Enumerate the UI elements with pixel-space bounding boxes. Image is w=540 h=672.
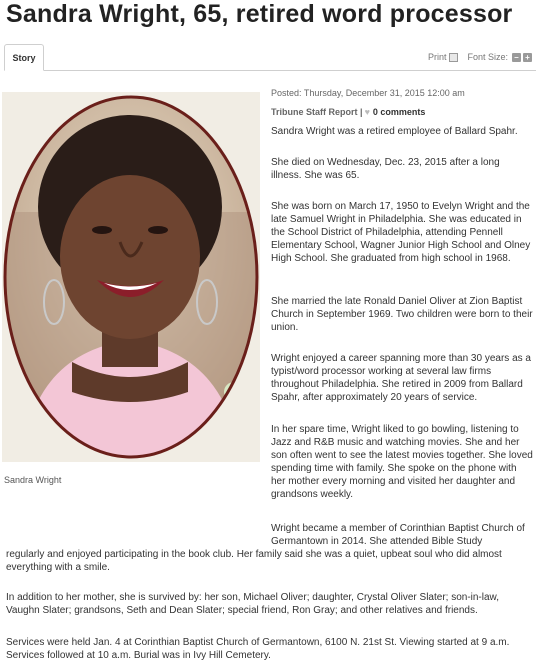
portrait-photo [2,92,260,462]
print-icon[interactable] [449,53,458,62]
article-paragraph: In her spare time, Wright liked to go bowling, listening to Jazz and R&B music and watching movies. She and her son often went to see the latest movies together. She loved spending time with family. She spoke on the phone with her mother every morning and visited her daughter and grandsons weekly. [271,424,533,500]
posted-date: Posted: Thursday, December 31, 2015 12:00 am [271,88,465,98]
byline-separator: | [360,107,363,117]
print-link[interactable]: Print [427,52,447,62]
comment-icon: ♥ [364,107,370,117]
article-paragraph: regularly and enjoyed participating in the book club. Her family said she was a quiet, upbeat soul who did almost everything with a smile. [6,549,502,573]
article-paragraph: Wright enjoyed a career spanning more than 30 years as a typist/word processor working at several law firms throughout Philadelphia. She retired in 2009 from Ballard Spahr, after approximately 20 years of service. [271,353,531,403]
article-paragraph: Wright became a member of Corinthian Baptist Church of Germantown in 2014. She attended Bible Study [271,523,525,547]
article-paragraph: She was born on March 17, 1950 to Evelyn Wright and the late Samuel Wright in Philadelphia. She was educated in the School District of Philadelphia, attending Pennell Elementary School, Wagner Junior High School and Olney High School. She graduated from high school in 1968. [271,201,531,264]
photo-caption: Sandra Wright [4,475,62,485]
comments-link[interactable]: 0 comments [372,107,426,117]
article-paragraph: She died on Wednesday, Dec. 23, 2015 after a long illness. She was 65. [271,157,500,181]
font-increase-button[interactable]: + [523,53,532,62]
article-paragraph: Sandra Wright was a retired employee of Ballard Spahr. [271,126,518,137]
story-tab-bar [4,44,536,71]
article-paragraph: Services were held Jan. 4 at Corinthian Baptist Church of Germantown, 6100 N. 21st St. Viewing started at 9 a.m. Services followed at 10 a.m. Burial was in Ivy Hill Cemetery. [6,637,510,661]
byline [271,107,533,117]
article-tools [428,52,532,62]
font-decrease-button[interactable]: – [512,53,521,62]
author-name: Tribune Staff Report [271,107,358,117]
article-paragraph: She married the late Ronald Daniel Oliver at Zion Baptist Church in September 1969. Two children were born to their union. [271,296,533,333]
portrait-illustration [2,92,260,462]
page-title: Sandra Wright, 65, retired word processor [6,0,513,28]
tab-story[interactable]: Story [4,44,44,71]
font-size-label: Font Size: [467,52,508,62]
article-paragraph: In addition to her mother, she is survived by: her son, Michael Oliver; daughter, Crystal Oliver Slater; son-in-law, Vaughn Slater; grandsons, Seth and Dean Slater; special friend, Ron Gray; and other relatives and friends. [6,592,499,616]
